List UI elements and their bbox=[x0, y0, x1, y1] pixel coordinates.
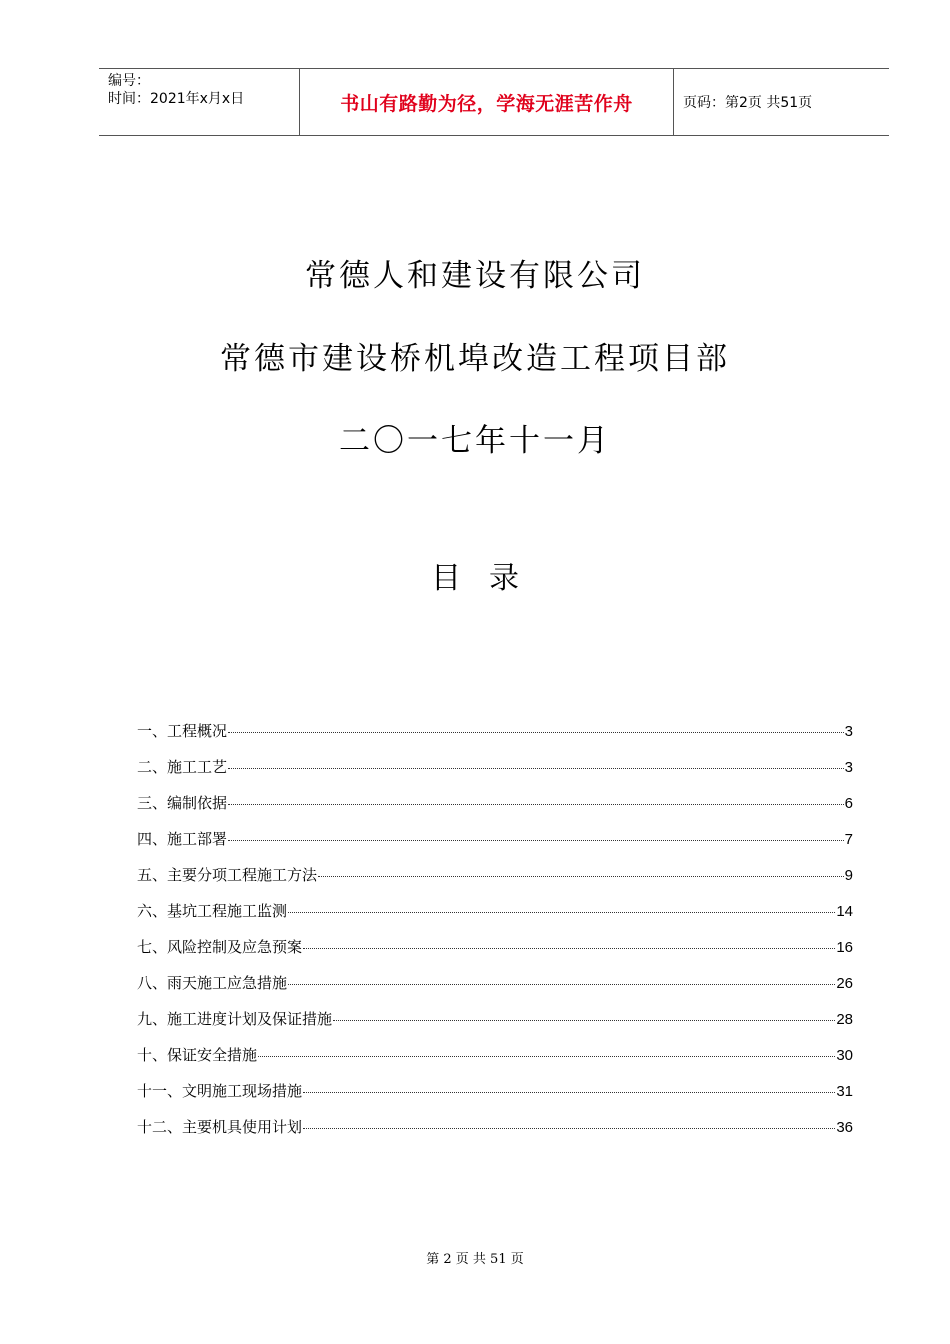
toc-item[interactable] bbox=[137, 756, 853, 792]
toc-leader bbox=[228, 732, 844, 733]
toc-item-page: 6 bbox=[844, 795, 853, 812]
table-of-contents bbox=[137, 720, 853, 1152]
page-footer: 第 2 页 共 51 页 bbox=[426, 1252, 524, 1267]
toc-item-page: 3 bbox=[844, 759, 853, 776]
toc-item[interactable] bbox=[137, 1116, 853, 1152]
toc-item[interactable] bbox=[137, 1080, 853, 1116]
toc-leader bbox=[318, 876, 844, 877]
toc-leader bbox=[228, 840, 844, 841]
id-label: 编号： bbox=[108, 73, 150, 89]
toc-item-page: 28 bbox=[836, 1011, 853, 1028]
toc-leader bbox=[288, 912, 835, 913]
toc-item-label: 六、基坑工程施工监测 bbox=[137, 902, 288, 920]
toc-item-page: 31 bbox=[836, 1083, 853, 1100]
toc-item-page: 3 bbox=[844, 723, 853, 740]
toc-leader bbox=[228, 804, 844, 805]
header-meta bbox=[99, 69, 300, 135]
page-info-text: 页码：第2页 共51页 bbox=[683, 95, 813, 111]
toc-leader bbox=[288, 984, 835, 985]
project-title: 常德市建设桥机埠改造工程项目部 bbox=[220, 341, 730, 377]
header-page-info bbox=[674, 69, 889, 135]
toc-item[interactable] bbox=[137, 1044, 853, 1080]
toc-item-label: 五、主要分项工程施工方法 bbox=[137, 866, 318, 884]
toc-item-label: 十二、主要机具使用计划 bbox=[137, 1118, 303, 1136]
page-header bbox=[99, 68, 889, 136]
toc-leader bbox=[303, 948, 835, 949]
toc-item[interactable] bbox=[137, 720, 853, 756]
toc-item[interactable] bbox=[137, 1008, 853, 1044]
toc-item-label: 三、编制依据 bbox=[137, 794, 228, 812]
toc-item-label: 一、工程概况 bbox=[137, 722, 228, 740]
toc-item[interactable] bbox=[137, 828, 853, 864]
toc-leader bbox=[258, 1056, 835, 1057]
toc-item-label: 十、保证安全措施 bbox=[137, 1046, 258, 1064]
toc-leader bbox=[303, 1092, 835, 1093]
toc-item[interactable] bbox=[137, 792, 853, 828]
toc-item-label: 十一、文明施工现场措施 bbox=[137, 1082, 303, 1100]
toc-leader bbox=[228, 768, 844, 769]
toc-heading: 目录 bbox=[431, 561, 547, 596]
toc-leader bbox=[303, 1128, 835, 1129]
toc-item-page: 7 bbox=[844, 831, 853, 848]
header-motto-cell bbox=[300, 69, 674, 135]
toc-item-page: 14 bbox=[836, 903, 853, 920]
toc-item-label: 二、施工工艺 bbox=[137, 758, 228, 776]
toc-leader bbox=[333, 1020, 835, 1021]
toc-item-label: 七、风险控制及应急预案 bbox=[137, 938, 303, 956]
toc-item-page: 9 bbox=[844, 867, 853, 884]
toc-item[interactable] bbox=[137, 972, 853, 1008]
toc-item-page: 26 bbox=[836, 975, 853, 992]
toc-item[interactable] bbox=[137, 900, 853, 936]
time-label: 时间：2021年x月x日 bbox=[108, 91, 245, 107]
toc-item-page: 30 bbox=[836, 1047, 853, 1064]
date-title: 二〇一七年十一月 bbox=[339, 423, 611, 459]
toc-item[interactable] bbox=[137, 936, 853, 972]
toc-item[interactable] bbox=[137, 864, 853, 900]
toc-item-label: 九、施工进度计划及保证措施 bbox=[137, 1010, 333, 1028]
toc-item-page: 16 bbox=[836, 939, 853, 956]
company-title: 常德人和建设有限公司 bbox=[305, 258, 645, 294]
toc-item-page: 36 bbox=[836, 1119, 853, 1136]
motto-text: 书山有路勤为径，学海无涯苦作舟 bbox=[340, 92, 633, 115]
toc-item-label: 八、雨天施工应急措施 bbox=[137, 974, 288, 992]
toc-item-label: 四、施工部署 bbox=[137, 830, 228, 848]
